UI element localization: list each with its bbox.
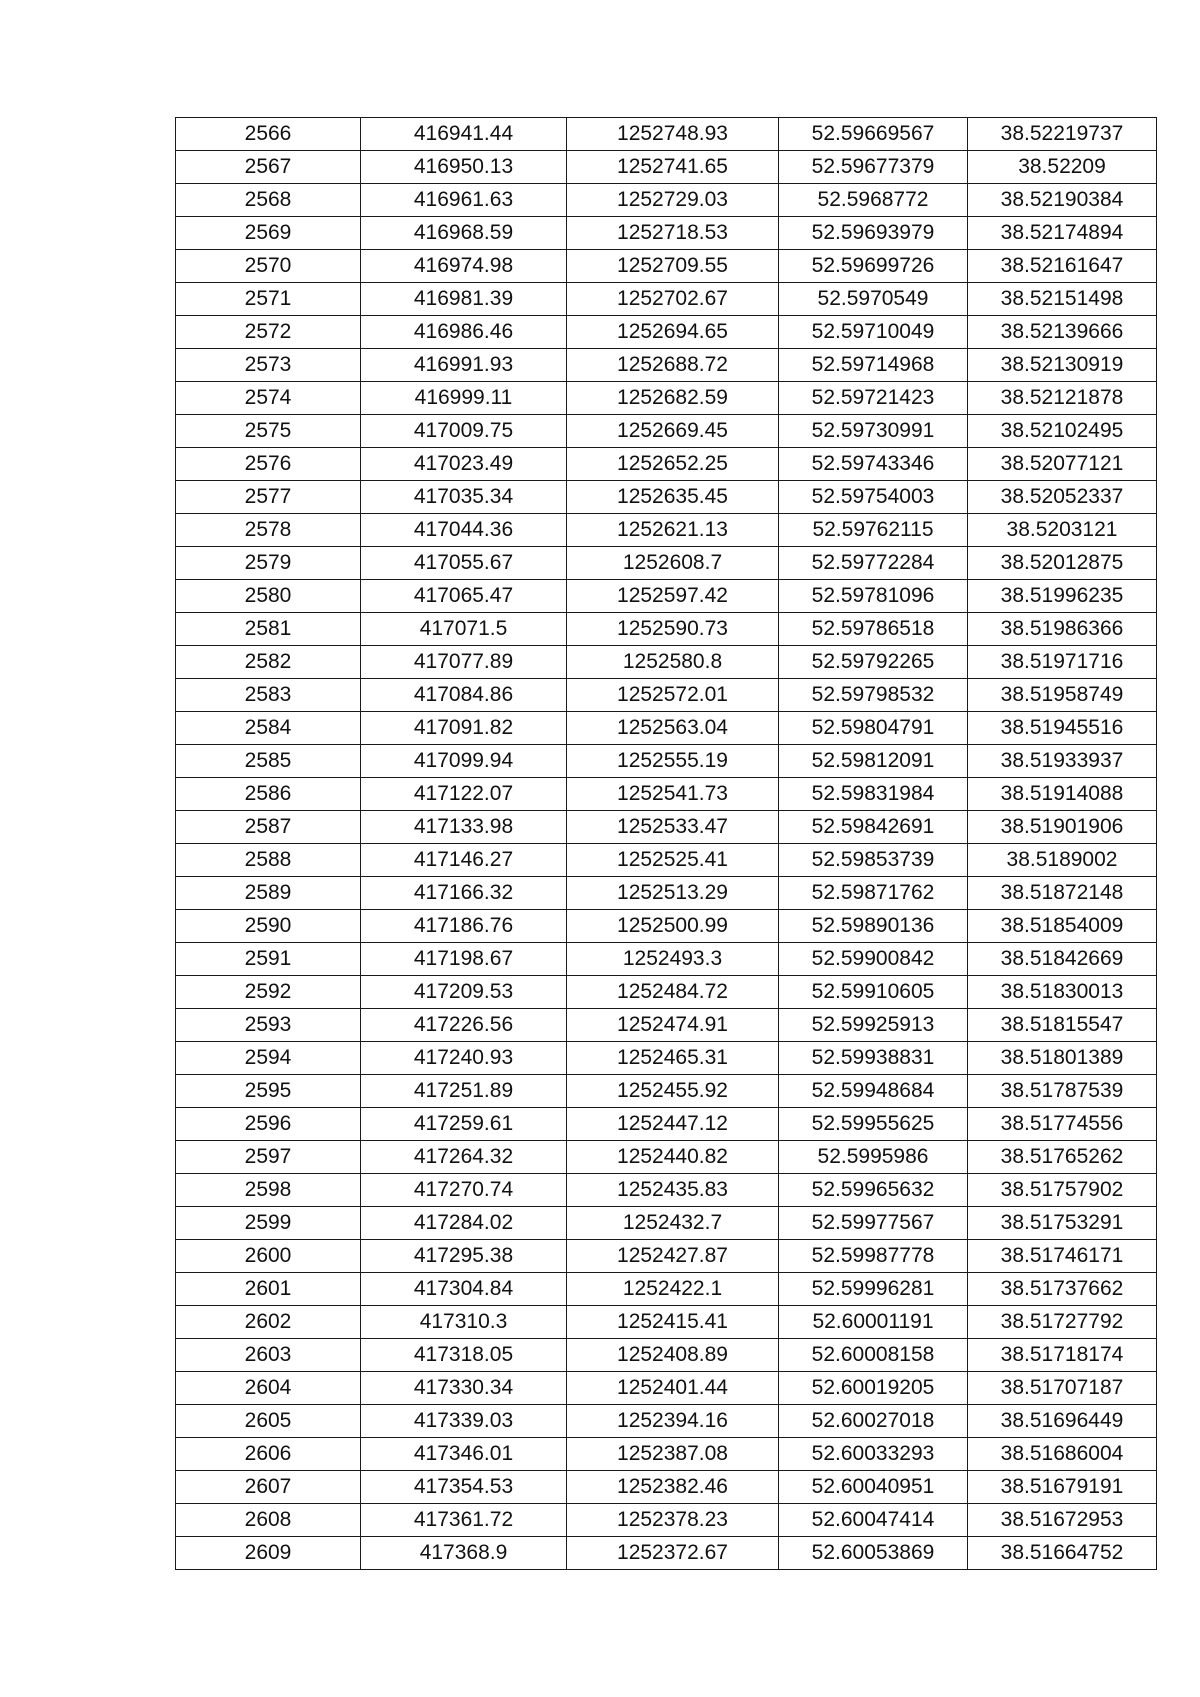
latitude-cell: 52.59853739 xyxy=(779,844,968,877)
latitude-cell: 52.59948684 xyxy=(779,1075,968,1108)
latitude-cell: 52.60027018 xyxy=(779,1405,968,1438)
y-coordinate-cell: 1252432.7 xyxy=(567,1207,779,1240)
point-number-cell: 2581 xyxy=(176,613,361,646)
table-row xyxy=(176,712,1157,745)
table-row xyxy=(176,514,1157,547)
table-row xyxy=(176,547,1157,580)
latitude-cell: 52.59710049 xyxy=(779,316,968,349)
longitude-cell: 38.5203121 xyxy=(968,514,1157,547)
coordinates-table xyxy=(175,117,1157,1570)
table-row xyxy=(176,613,1157,646)
table-row xyxy=(176,844,1157,877)
point-number-cell: 2587 xyxy=(176,811,361,844)
point-number-cell: 2583 xyxy=(176,679,361,712)
y-coordinate-cell: 1252597.42 xyxy=(567,580,779,613)
point-number-cell: 2571 xyxy=(176,283,361,316)
x-coordinate-cell: 417209.53 xyxy=(361,976,567,1009)
x-coordinate-cell: 417226.56 xyxy=(361,1009,567,1042)
latitude-cell: 52.59786518 xyxy=(779,613,968,646)
x-coordinate-cell: 417065.47 xyxy=(361,580,567,613)
x-coordinate-cell: 417044.36 xyxy=(361,514,567,547)
y-coordinate-cell: 1252500.99 xyxy=(567,910,779,943)
longitude-cell: 38.52077121 xyxy=(968,448,1157,481)
x-coordinate-cell: 417198.67 xyxy=(361,943,567,976)
table-row xyxy=(176,1339,1157,1372)
x-coordinate-cell: 417077.89 xyxy=(361,646,567,679)
longitude-cell: 38.52102495 xyxy=(968,415,1157,448)
latitude-cell: 52.59743346 xyxy=(779,448,968,481)
point-number-cell: 2603 xyxy=(176,1339,361,1372)
point-number-cell: 2592 xyxy=(176,976,361,1009)
y-coordinate-cell: 1252702.67 xyxy=(567,283,779,316)
longitude-cell: 38.52139666 xyxy=(968,316,1157,349)
x-coordinate-cell: 416974.98 xyxy=(361,250,567,283)
longitude-cell: 38.51672953 xyxy=(968,1504,1157,1537)
table-row xyxy=(176,1471,1157,1504)
y-coordinate-cell: 1252415.41 xyxy=(567,1306,779,1339)
y-coordinate-cell: 1252525.41 xyxy=(567,844,779,877)
y-coordinate-cell: 1252621.13 xyxy=(567,514,779,547)
y-coordinate-cell: 1252688.72 xyxy=(567,349,779,382)
point-number-cell: 2595 xyxy=(176,1075,361,1108)
y-coordinate-cell: 1252484.72 xyxy=(567,976,779,1009)
point-number-cell: 2602 xyxy=(176,1306,361,1339)
x-coordinate-cell: 417295.38 xyxy=(361,1240,567,1273)
point-number-cell: 2593 xyxy=(176,1009,361,1042)
longitude-cell: 38.51664752 xyxy=(968,1537,1157,1570)
x-coordinate-cell: 417240.93 xyxy=(361,1042,567,1075)
y-coordinate-cell: 1252440.82 xyxy=(567,1141,779,1174)
longitude-cell: 38.52121878 xyxy=(968,382,1157,415)
point-number-cell: 2579 xyxy=(176,547,361,580)
longitude-cell: 38.51914088 xyxy=(968,778,1157,811)
y-coordinate-cell: 1252608.7 xyxy=(567,547,779,580)
point-number-cell: 2607 xyxy=(176,1471,361,1504)
table-row xyxy=(176,1405,1157,1438)
longitude-cell: 38.52161647 xyxy=(968,250,1157,283)
x-coordinate-cell: 416950.13 xyxy=(361,151,567,184)
table-row xyxy=(176,811,1157,844)
latitude-cell: 52.59977567 xyxy=(779,1207,968,1240)
latitude-cell: 52.59792265 xyxy=(779,646,968,679)
longitude-cell: 38.51696449 xyxy=(968,1405,1157,1438)
x-coordinate-cell: 417133.98 xyxy=(361,811,567,844)
latitude-cell: 52.59996281 xyxy=(779,1273,968,1306)
latitude-cell: 52.59938831 xyxy=(779,1042,968,1075)
point-number-cell: 2582 xyxy=(176,646,361,679)
longitude-cell: 38.51971716 xyxy=(968,646,1157,679)
latitude-cell: 52.59677379 xyxy=(779,151,968,184)
longitude-cell: 38.51958749 xyxy=(968,679,1157,712)
x-coordinate-cell: 417346.01 xyxy=(361,1438,567,1471)
longitude-cell: 38.51737662 xyxy=(968,1273,1157,1306)
point-number-cell: 2586 xyxy=(176,778,361,811)
point-number-cell: 2570 xyxy=(176,250,361,283)
longitude-cell: 38.51746171 xyxy=(968,1240,1157,1273)
table-row xyxy=(176,910,1157,943)
y-coordinate-cell: 1252635.45 xyxy=(567,481,779,514)
latitude-cell: 52.59831984 xyxy=(779,778,968,811)
y-coordinate-cell: 1252748.93 xyxy=(567,118,779,151)
latitude-cell: 52.59730991 xyxy=(779,415,968,448)
y-coordinate-cell: 1252718.53 xyxy=(567,217,779,250)
table-row xyxy=(176,877,1157,910)
x-coordinate-cell: 417071.5 xyxy=(361,613,567,646)
point-number-cell: 2574 xyxy=(176,382,361,415)
y-coordinate-cell: 1252590.73 xyxy=(567,613,779,646)
coordinates-table-body xyxy=(176,118,1157,1570)
latitude-cell: 52.59890136 xyxy=(779,910,968,943)
point-number-cell: 2601 xyxy=(176,1273,361,1306)
y-coordinate-cell: 1252387.08 xyxy=(567,1438,779,1471)
y-coordinate-cell: 1252435.83 xyxy=(567,1174,779,1207)
y-coordinate-cell: 1252572.01 xyxy=(567,679,779,712)
latitude-cell: 52.59699726 xyxy=(779,250,968,283)
table-row xyxy=(176,1207,1157,1240)
y-coordinate-cell: 1252682.59 xyxy=(567,382,779,415)
y-coordinate-cell: 1252378.23 xyxy=(567,1504,779,1537)
table-row xyxy=(176,745,1157,778)
table-row xyxy=(176,1075,1157,1108)
table-row xyxy=(176,1108,1157,1141)
latitude-cell: 52.59987778 xyxy=(779,1240,968,1273)
point-number-cell: 2594 xyxy=(176,1042,361,1075)
y-coordinate-cell: 1252669.45 xyxy=(567,415,779,448)
x-coordinate-cell: 417259.61 xyxy=(361,1108,567,1141)
x-coordinate-cell: 417264.32 xyxy=(361,1141,567,1174)
latitude-cell: 52.5970549 xyxy=(779,283,968,316)
y-coordinate-cell: 1252447.12 xyxy=(567,1108,779,1141)
longitude-cell: 38.52052337 xyxy=(968,481,1157,514)
longitude-cell: 38.52219737 xyxy=(968,118,1157,151)
latitude-cell: 52.5995986 xyxy=(779,1141,968,1174)
longitude-cell: 38.51718174 xyxy=(968,1339,1157,1372)
y-coordinate-cell: 1252372.67 xyxy=(567,1537,779,1570)
point-number-cell: 2585 xyxy=(176,745,361,778)
x-coordinate-cell: 417310.3 xyxy=(361,1306,567,1339)
longitude-cell: 38.52130919 xyxy=(968,349,1157,382)
point-number-cell: 2599 xyxy=(176,1207,361,1240)
point-number-cell: 2572 xyxy=(176,316,361,349)
y-coordinate-cell: 1252729.03 xyxy=(567,184,779,217)
table-row xyxy=(176,1240,1157,1273)
longitude-cell: 38.51757902 xyxy=(968,1174,1157,1207)
y-coordinate-cell: 1252741.65 xyxy=(567,151,779,184)
y-coordinate-cell: 1252465.31 xyxy=(567,1042,779,1075)
longitude-cell: 38.51765262 xyxy=(968,1141,1157,1174)
point-number-cell: 2608 xyxy=(176,1504,361,1537)
point-number-cell: 2590 xyxy=(176,910,361,943)
longitude-cell: 38.51753291 xyxy=(968,1207,1157,1240)
point-number-cell: 2567 xyxy=(176,151,361,184)
y-coordinate-cell: 1252382.46 xyxy=(567,1471,779,1504)
longitude-cell: 38.51686004 xyxy=(968,1438,1157,1471)
latitude-cell: 52.59754003 xyxy=(779,481,968,514)
point-number-cell: 2597 xyxy=(176,1141,361,1174)
latitude-cell: 52.60033293 xyxy=(779,1438,968,1471)
point-number-cell: 2573 xyxy=(176,349,361,382)
latitude-cell: 52.59965632 xyxy=(779,1174,968,1207)
table-row xyxy=(176,1174,1157,1207)
x-coordinate-cell: 417284.02 xyxy=(361,1207,567,1240)
x-coordinate-cell: 417186.76 xyxy=(361,910,567,943)
latitude-cell: 52.59714968 xyxy=(779,349,968,382)
x-coordinate-cell: 417099.94 xyxy=(361,745,567,778)
point-number-cell: 2604 xyxy=(176,1372,361,1405)
point-number-cell: 2576 xyxy=(176,448,361,481)
latitude-cell: 52.59900842 xyxy=(779,943,968,976)
point-number-cell: 2589 xyxy=(176,877,361,910)
table-row xyxy=(176,1273,1157,1306)
x-coordinate-cell: 416941.44 xyxy=(361,118,567,151)
table-row xyxy=(176,976,1157,1009)
table-row xyxy=(176,349,1157,382)
y-coordinate-cell: 1252493.3 xyxy=(567,943,779,976)
y-coordinate-cell: 1252541.73 xyxy=(567,778,779,811)
x-coordinate-cell: 417330.34 xyxy=(361,1372,567,1405)
longitude-cell: 38.5189002 xyxy=(968,844,1157,877)
table-row xyxy=(176,481,1157,514)
y-coordinate-cell: 1252401.44 xyxy=(567,1372,779,1405)
point-number-cell: 2588 xyxy=(176,844,361,877)
y-coordinate-cell: 1252580.8 xyxy=(567,646,779,679)
table-row xyxy=(176,1504,1157,1537)
y-coordinate-cell: 1252427.87 xyxy=(567,1240,779,1273)
point-number-cell: 2569 xyxy=(176,217,361,250)
x-coordinate-cell: 417368.9 xyxy=(361,1537,567,1570)
point-number-cell: 2609 xyxy=(176,1537,361,1570)
table-row xyxy=(176,151,1157,184)
x-coordinate-cell: 417009.75 xyxy=(361,415,567,448)
table-row xyxy=(176,943,1157,976)
longitude-cell: 38.51872148 xyxy=(968,877,1157,910)
table-row xyxy=(176,1306,1157,1339)
x-coordinate-cell: 417318.05 xyxy=(361,1339,567,1372)
longitude-cell: 38.52012875 xyxy=(968,547,1157,580)
longitude-cell: 38.52190384 xyxy=(968,184,1157,217)
x-coordinate-cell: 417084.86 xyxy=(361,679,567,712)
latitude-cell: 52.59842691 xyxy=(779,811,968,844)
latitude-cell: 52.59812091 xyxy=(779,745,968,778)
y-coordinate-cell: 1252513.29 xyxy=(567,877,779,910)
point-number-cell: 2580 xyxy=(176,580,361,613)
x-coordinate-cell: 416991.93 xyxy=(361,349,567,382)
longitude-cell: 38.51986366 xyxy=(968,613,1157,646)
latitude-cell: 52.60053869 xyxy=(779,1537,968,1570)
table-row xyxy=(176,316,1157,349)
table-row xyxy=(176,283,1157,316)
table-row xyxy=(176,448,1157,481)
latitude-cell: 52.59693979 xyxy=(779,217,968,250)
table-row xyxy=(176,184,1157,217)
point-number-cell: 2598 xyxy=(176,1174,361,1207)
latitude-cell: 52.59721423 xyxy=(779,382,968,415)
longitude-cell: 38.51945516 xyxy=(968,712,1157,745)
y-coordinate-cell: 1252422.1 xyxy=(567,1273,779,1306)
y-coordinate-cell: 1252474.91 xyxy=(567,1009,779,1042)
y-coordinate-cell: 1252408.89 xyxy=(567,1339,779,1372)
x-coordinate-cell: 417122.07 xyxy=(361,778,567,811)
longitude-cell: 38.51727792 xyxy=(968,1306,1157,1339)
latitude-cell: 52.59871762 xyxy=(779,877,968,910)
table-row xyxy=(176,1009,1157,1042)
longitude-cell: 38.51901906 xyxy=(968,811,1157,844)
table-row xyxy=(176,1537,1157,1570)
latitude-cell: 52.59772284 xyxy=(779,547,968,580)
longitude-cell: 38.52174894 xyxy=(968,217,1157,250)
latitude-cell: 52.5968772 xyxy=(779,184,968,217)
longitude-cell: 38.51842669 xyxy=(968,943,1157,976)
x-coordinate-cell: 417270.74 xyxy=(361,1174,567,1207)
table-row xyxy=(176,778,1157,811)
x-coordinate-cell: 417055.67 xyxy=(361,547,567,580)
x-coordinate-cell: 417251.89 xyxy=(361,1075,567,1108)
table-row xyxy=(176,1438,1157,1471)
latitude-cell: 52.60001191 xyxy=(779,1306,968,1339)
y-coordinate-cell: 1252394.16 xyxy=(567,1405,779,1438)
table-row xyxy=(176,646,1157,679)
y-coordinate-cell: 1252533.47 xyxy=(567,811,779,844)
point-number-cell: 2596 xyxy=(176,1108,361,1141)
latitude-cell: 52.60008158 xyxy=(779,1339,968,1372)
point-number-cell: 2568 xyxy=(176,184,361,217)
point-number-cell: 2584 xyxy=(176,712,361,745)
latitude-cell: 52.59669567 xyxy=(779,118,968,151)
x-coordinate-cell: 417304.84 xyxy=(361,1273,567,1306)
x-coordinate-cell: 416999.11 xyxy=(361,382,567,415)
latitude-cell: 52.60047414 xyxy=(779,1504,968,1537)
x-coordinate-cell: 417354.53 xyxy=(361,1471,567,1504)
longitude-cell: 38.51933937 xyxy=(968,745,1157,778)
latitude-cell: 52.60019205 xyxy=(779,1372,968,1405)
table-row xyxy=(176,382,1157,415)
longitude-cell: 38.52209 xyxy=(968,151,1157,184)
point-number-cell: 2600 xyxy=(176,1240,361,1273)
table-row xyxy=(176,217,1157,250)
latitude-cell: 52.59910605 xyxy=(779,976,968,1009)
point-number-cell: 2577 xyxy=(176,481,361,514)
longitude-cell: 38.51854009 xyxy=(968,910,1157,943)
x-coordinate-cell: 417023.49 xyxy=(361,448,567,481)
point-number-cell: 2566 xyxy=(176,118,361,151)
longitude-cell: 38.51801389 xyxy=(968,1042,1157,1075)
x-coordinate-cell: 417035.34 xyxy=(361,481,567,514)
y-coordinate-cell: 1252555.19 xyxy=(567,745,779,778)
longitude-cell: 38.51996235 xyxy=(968,580,1157,613)
longitude-cell: 38.51707187 xyxy=(968,1372,1157,1405)
y-coordinate-cell: 1252455.92 xyxy=(567,1075,779,1108)
point-number-cell: 2605 xyxy=(176,1405,361,1438)
longitude-cell: 38.51787539 xyxy=(968,1075,1157,1108)
latitude-cell: 52.59762115 xyxy=(779,514,968,547)
table-row xyxy=(176,1141,1157,1174)
point-number-cell: 2606 xyxy=(176,1438,361,1471)
table-row xyxy=(176,118,1157,151)
x-coordinate-cell: 416981.39 xyxy=(361,283,567,316)
y-coordinate-cell: 1252694.65 xyxy=(567,316,779,349)
table-row xyxy=(176,1042,1157,1075)
y-coordinate-cell: 1252563.04 xyxy=(567,712,779,745)
latitude-cell: 52.59798532 xyxy=(779,679,968,712)
longitude-cell: 38.51679191 xyxy=(968,1471,1157,1504)
longitude-cell: 38.51815547 xyxy=(968,1009,1157,1042)
longitude-cell: 38.51774556 xyxy=(968,1108,1157,1141)
point-number-cell: 2591 xyxy=(176,943,361,976)
latitude-cell: 52.59781096 xyxy=(779,580,968,613)
table-row xyxy=(176,580,1157,613)
y-coordinate-cell: 1252652.25 xyxy=(567,448,779,481)
x-coordinate-cell: 416968.59 xyxy=(361,217,567,250)
latitude-cell: 52.60040951 xyxy=(779,1471,968,1504)
x-coordinate-cell: 416986.46 xyxy=(361,316,567,349)
longitude-cell: 38.52151498 xyxy=(968,283,1157,316)
x-coordinate-cell: 417166.32 xyxy=(361,877,567,910)
x-coordinate-cell: 417339.03 xyxy=(361,1405,567,1438)
latitude-cell: 52.59925913 xyxy=(779,1009,968,1042)
table-row xyxy=(176,415,1157,448)
table-row xyxy=(176,1372,1157,1405)
longitude-cell: 38.51830013 xyxy=(968,976,1157,1009)
latitude-cell: 52.59955625 xyxy=(779,1108,968,1141)
x-coordinate-cell: 417146.27 xyxy=(361,844,567,877)
point-number-cell: 2575 xyxy=(176,415,361,448)
x-coordinate-cell: 417091.82 xyxy=(361,712,567,745)
x-coordinate-cell: 416961.63 xyxy=(361,184,567,217)
y-coordinate-cell: 1252709.55 xyxy=(567,250,779,283)
table-row xyxy=(176,250,1157,283)
point-number-cell: 2578 xyxy=(176,514,361,547)
table-row xyxy=(176,679,1157,712)
latitude-cell: 52.59804791 xyxy=(779,712,968,745)
x-coordinate-cell: 417361.72 xyxy=(361,1504,567,1537)
